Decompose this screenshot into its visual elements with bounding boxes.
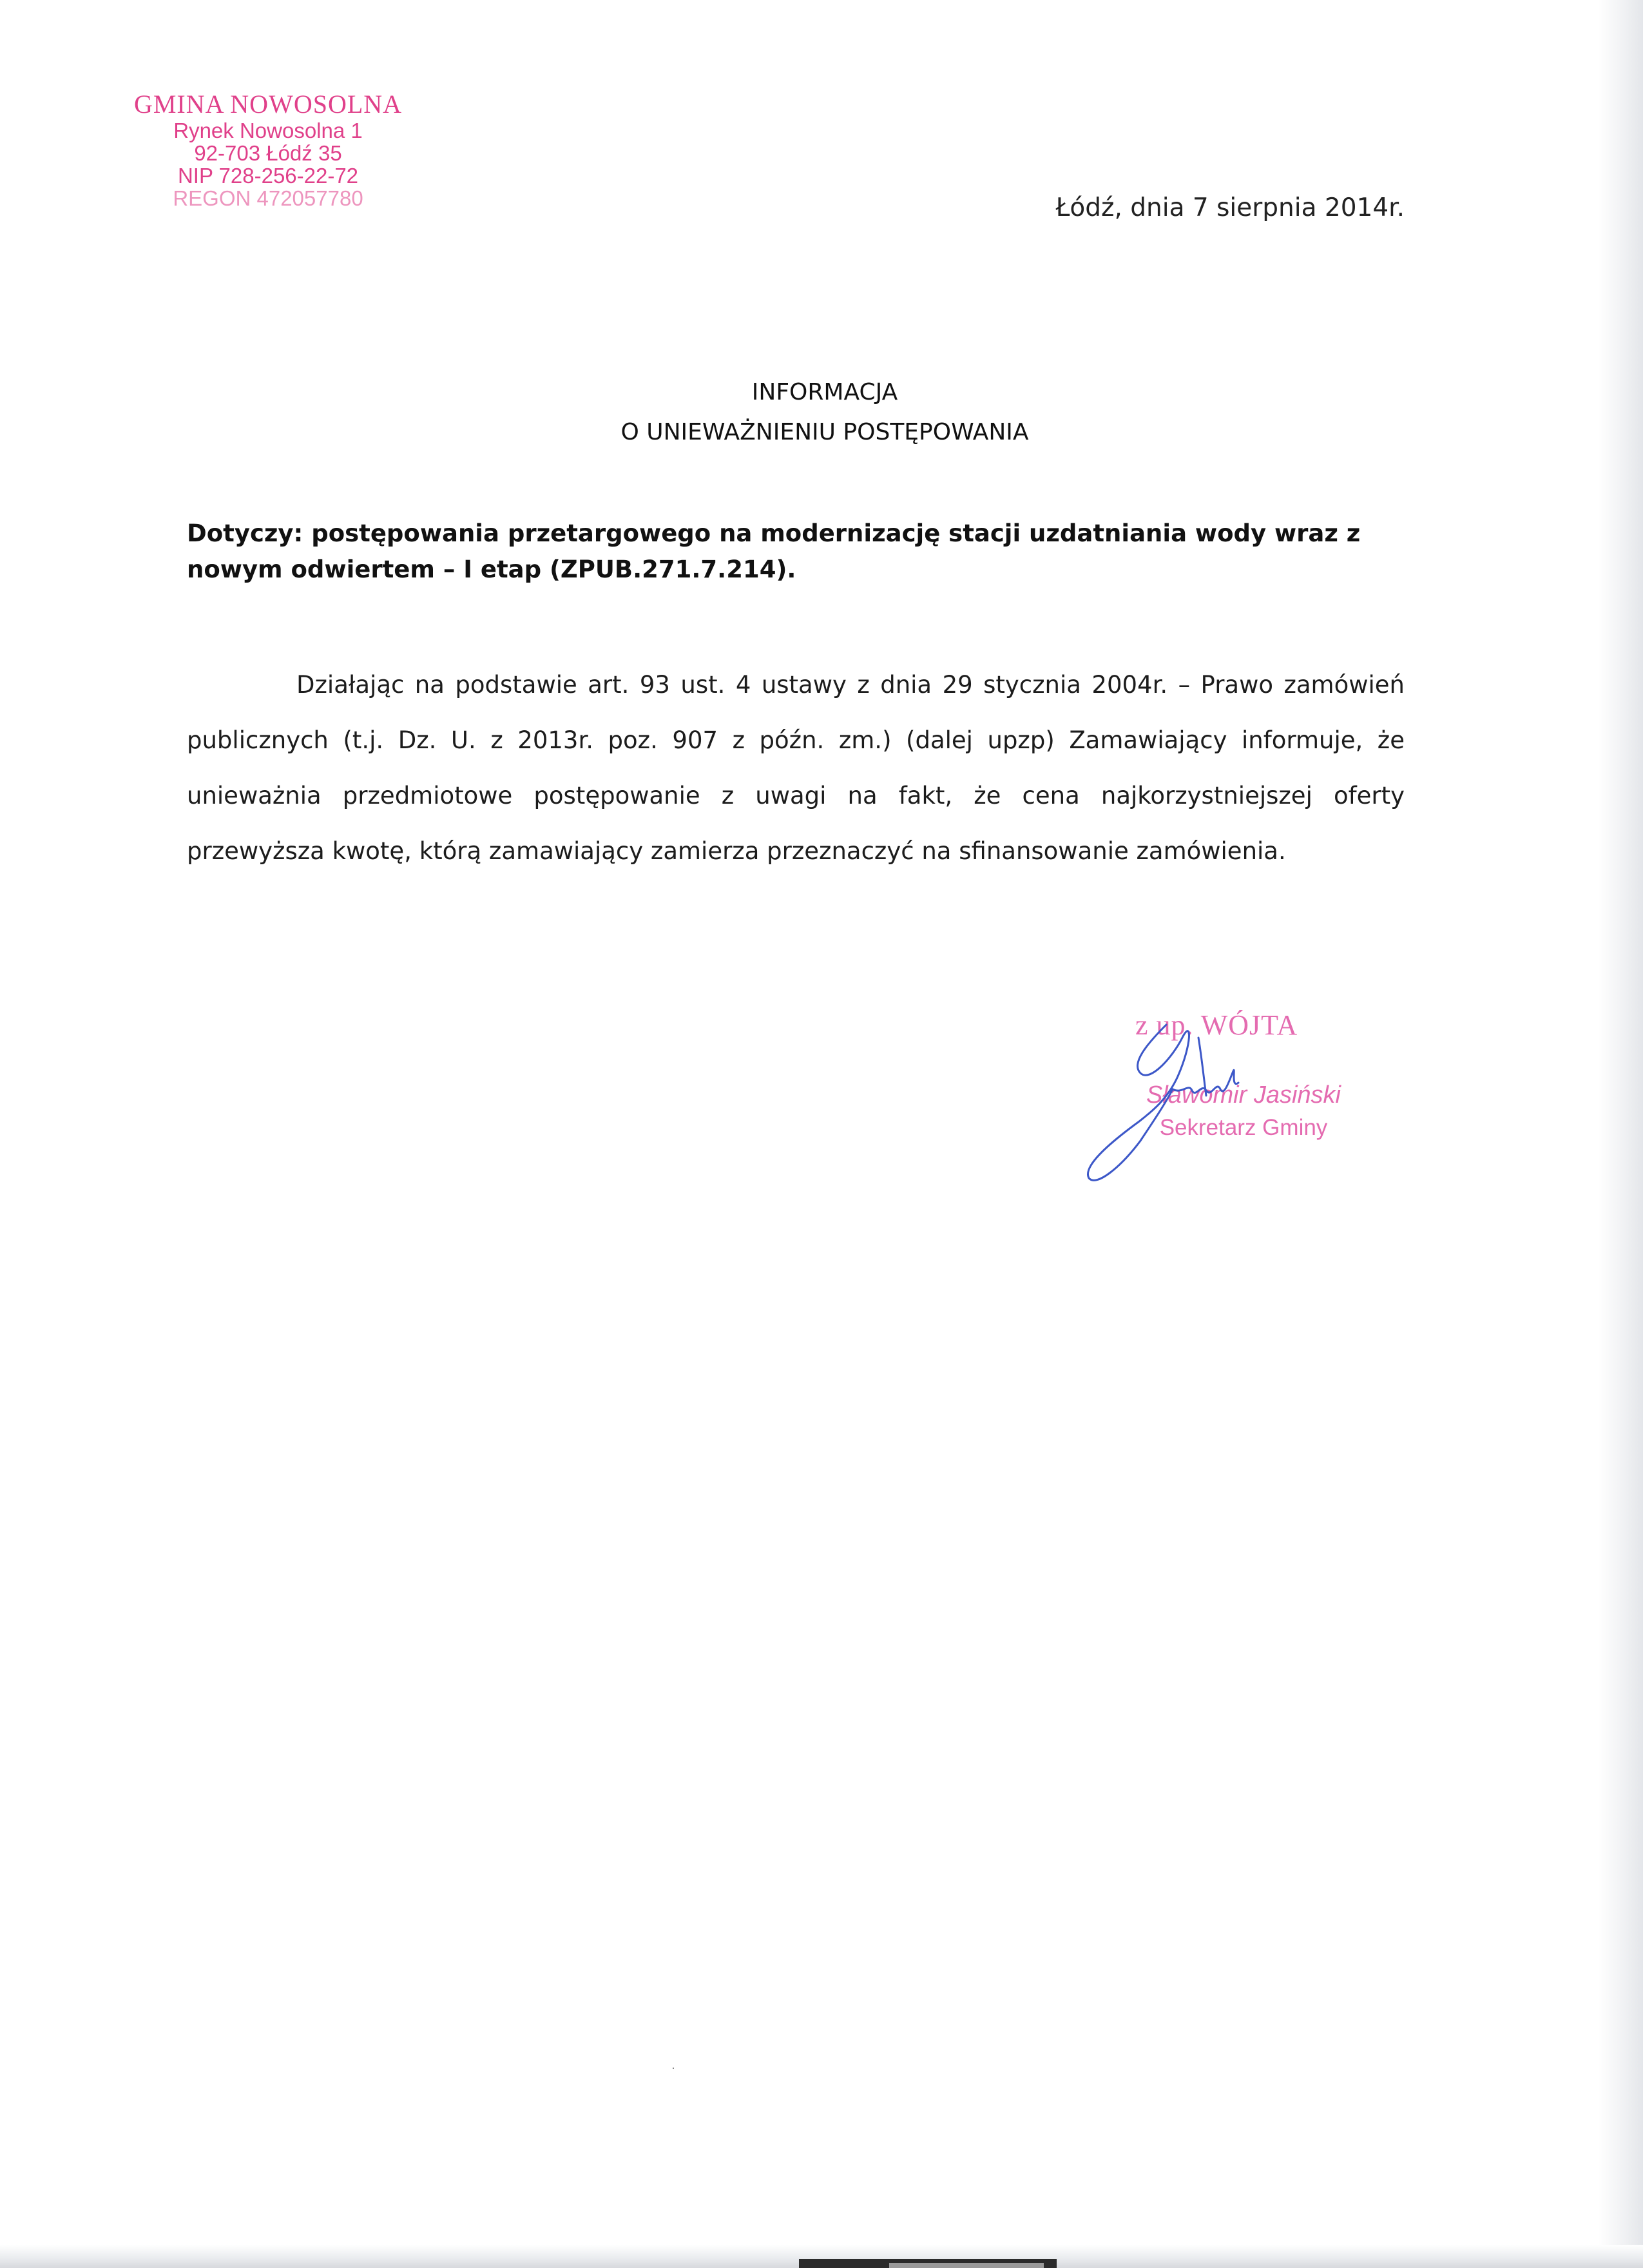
signature-stamp-role: Sekretarz Gminy: [1159, 1115, 1328, 1140]
document-date: Łódź, dnia 7 sierpnia 2014r.: [1055, 193, 1405, 222]
signature-stamp-name: Sławomir Jasiński: [1146, 1081, 1341, 1109]
stamp-address: Rynek Nowosolna 1: [173, 119, 363, 142]
scan-artifact: [889, 2263, 1044, 2268]
stamp-regon: REGON 472057780: [173, 186, 363, 210]
office-stamp: [120, 92, 416, 209]
document-title: [309, 373, 1340, 452]
stamp-postal: 92-703 Łódź 35: [194, 141, 342, 165]
scan-edge-right: [1598, 0, 1643, 2268]
subject-line: Dotyczy: postępowania przetargowego na modernizację stacji uzdatniania wody wraz z nowym odwiertem – I etap (ZPUB.271.7.214).: [187, 519, 1361, 583]
title-line-2: O UNIEWAŻNIENIU POSTĘPOWANIA: [620, 419, 1029, 445]
scan-speck: ·: [671, 2061, 675, 2074]
stamp-nip: NIP 728-256-22-72: [177, 164, 359, 188]
handwritten-signature: [1070, 1018, 1276, 1186]
stamp-org: GMINA NOWOSOLNA: [133, 90, 403, 119]
signature-stamp-title: z up. WÓJTA: [1135, 1009, 1298, 1041]
title-line-1: INFORMACJA: [751, 379, 898, 405]
body-paragraph: Działając na podstawie art. 93 ust. 4 ustawy z dnia 29 stycznia 2004r. – Prawo zamówień publicznych (t.j. Dz. U. z 2013r. poz. 907 z późn. zm.) (dalej upzp) Zamawiający informuje, że unieważnia przedmiotowe postępowanie z uwagi na fakt, że cena najkorzystniejszej oferty przewyższa kwotę, którą zamawiający zamierza przeznaczyć na sfinansowanie zamówienia.: [187, 671, 1405, 865]
